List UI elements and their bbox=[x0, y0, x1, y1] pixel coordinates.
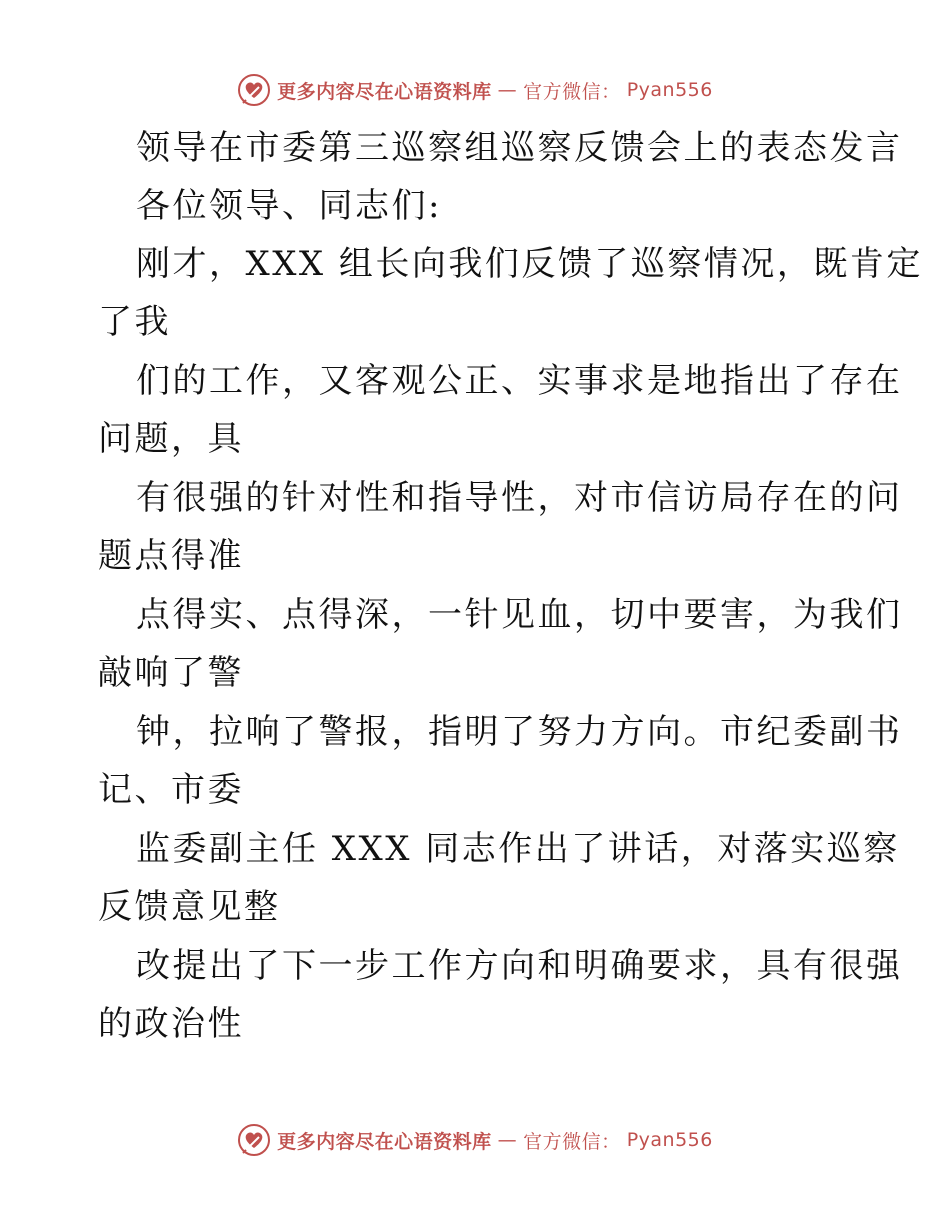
banner-wechat-label: 官方微信： bbox=[523, 80, 621, 103]
banner-main-text: 更多内容尽在心语资料库 bbox=[277, 1130, 492, 1153]
paragraph-line: 敲响了警 bbox=[98, 653, 244, 693]
paragraph-line: 记、市委 bbox=[98, 770, 244, 810]
paragraph-line: 题点得准 bbox=[98, 536, 244, 576]
footer-banner bbox=[0, 1120, 950, 1160]
heart-pen-logo-icon bbox=[237, 73, 271, 107]
paragraph-line: 点得实、点得深，一针见血，切中要害，为我们 bbox=[136, 595, 903, 635]
paragraph-line: 了我 bbox=[98, 302, 171, 342]
paragraph-line: 改提出了下一步工作方向和明确要求，具有很强 bbox=[136, 946, 903, 986]
heart-pen-logo-icon bbox=[237, 1123, 271, 1157]
document-title: 领导在市委第三巡察组巡察反馈会上的表态发言 bbox=[136, 128, 903, 168]
paragraph-line: 反馈意见整 bbox=[98, 887, 281, 927]
banner-dash: — bbox=[497, 79, 518, 101]
banner-wechat-label: 官方微信： bbox=[523, 1130, 621, 1153]
banner-main-text: 更多内容尽在心语资料库 bbox=[277, 80, 492, 103]
paragraph-line: 刚才，XXX 组长向我们反馈了巡察情况，既肯定 bbox=[136, 244, 923, 284]
header-banner bbox=[0, 70, 950, 110]
paragraph-line: 们的工作，又客观公正、实事求是地指出了存在 bbox=[136, 361, 903, 401]
paragraph-line: 钟，拉响了警报，指明了努力方向。市纪委副书 bbox=[136, 712, 903, 752]
paragraph-line: 有很强的针对性和指导性，对市信访局存在的问 bbox=[136, 478, 903, 518]
banner-wechat-id: Pyan556 bbox=[626, 1129, 713, 1151]
paragraph-line: 的政治性 bbox=[98, 1004, 244, 1044]
banner-wechat-id: Pyan556 bbox=[626, 79, 713, 101]
paragraph-line: 问题，具 bbox=[98, 419, 244, 459]
paragraph-line: 监委副主任 XXX 同志作出了讲话，对落实巡察 bbox=[136, 829, 900, 869]
banner-dash: — bbox=[497, 1129, 518, 1151]
salutation: 各位领导、同志们: bbox=[136, 186, 442, 226]
